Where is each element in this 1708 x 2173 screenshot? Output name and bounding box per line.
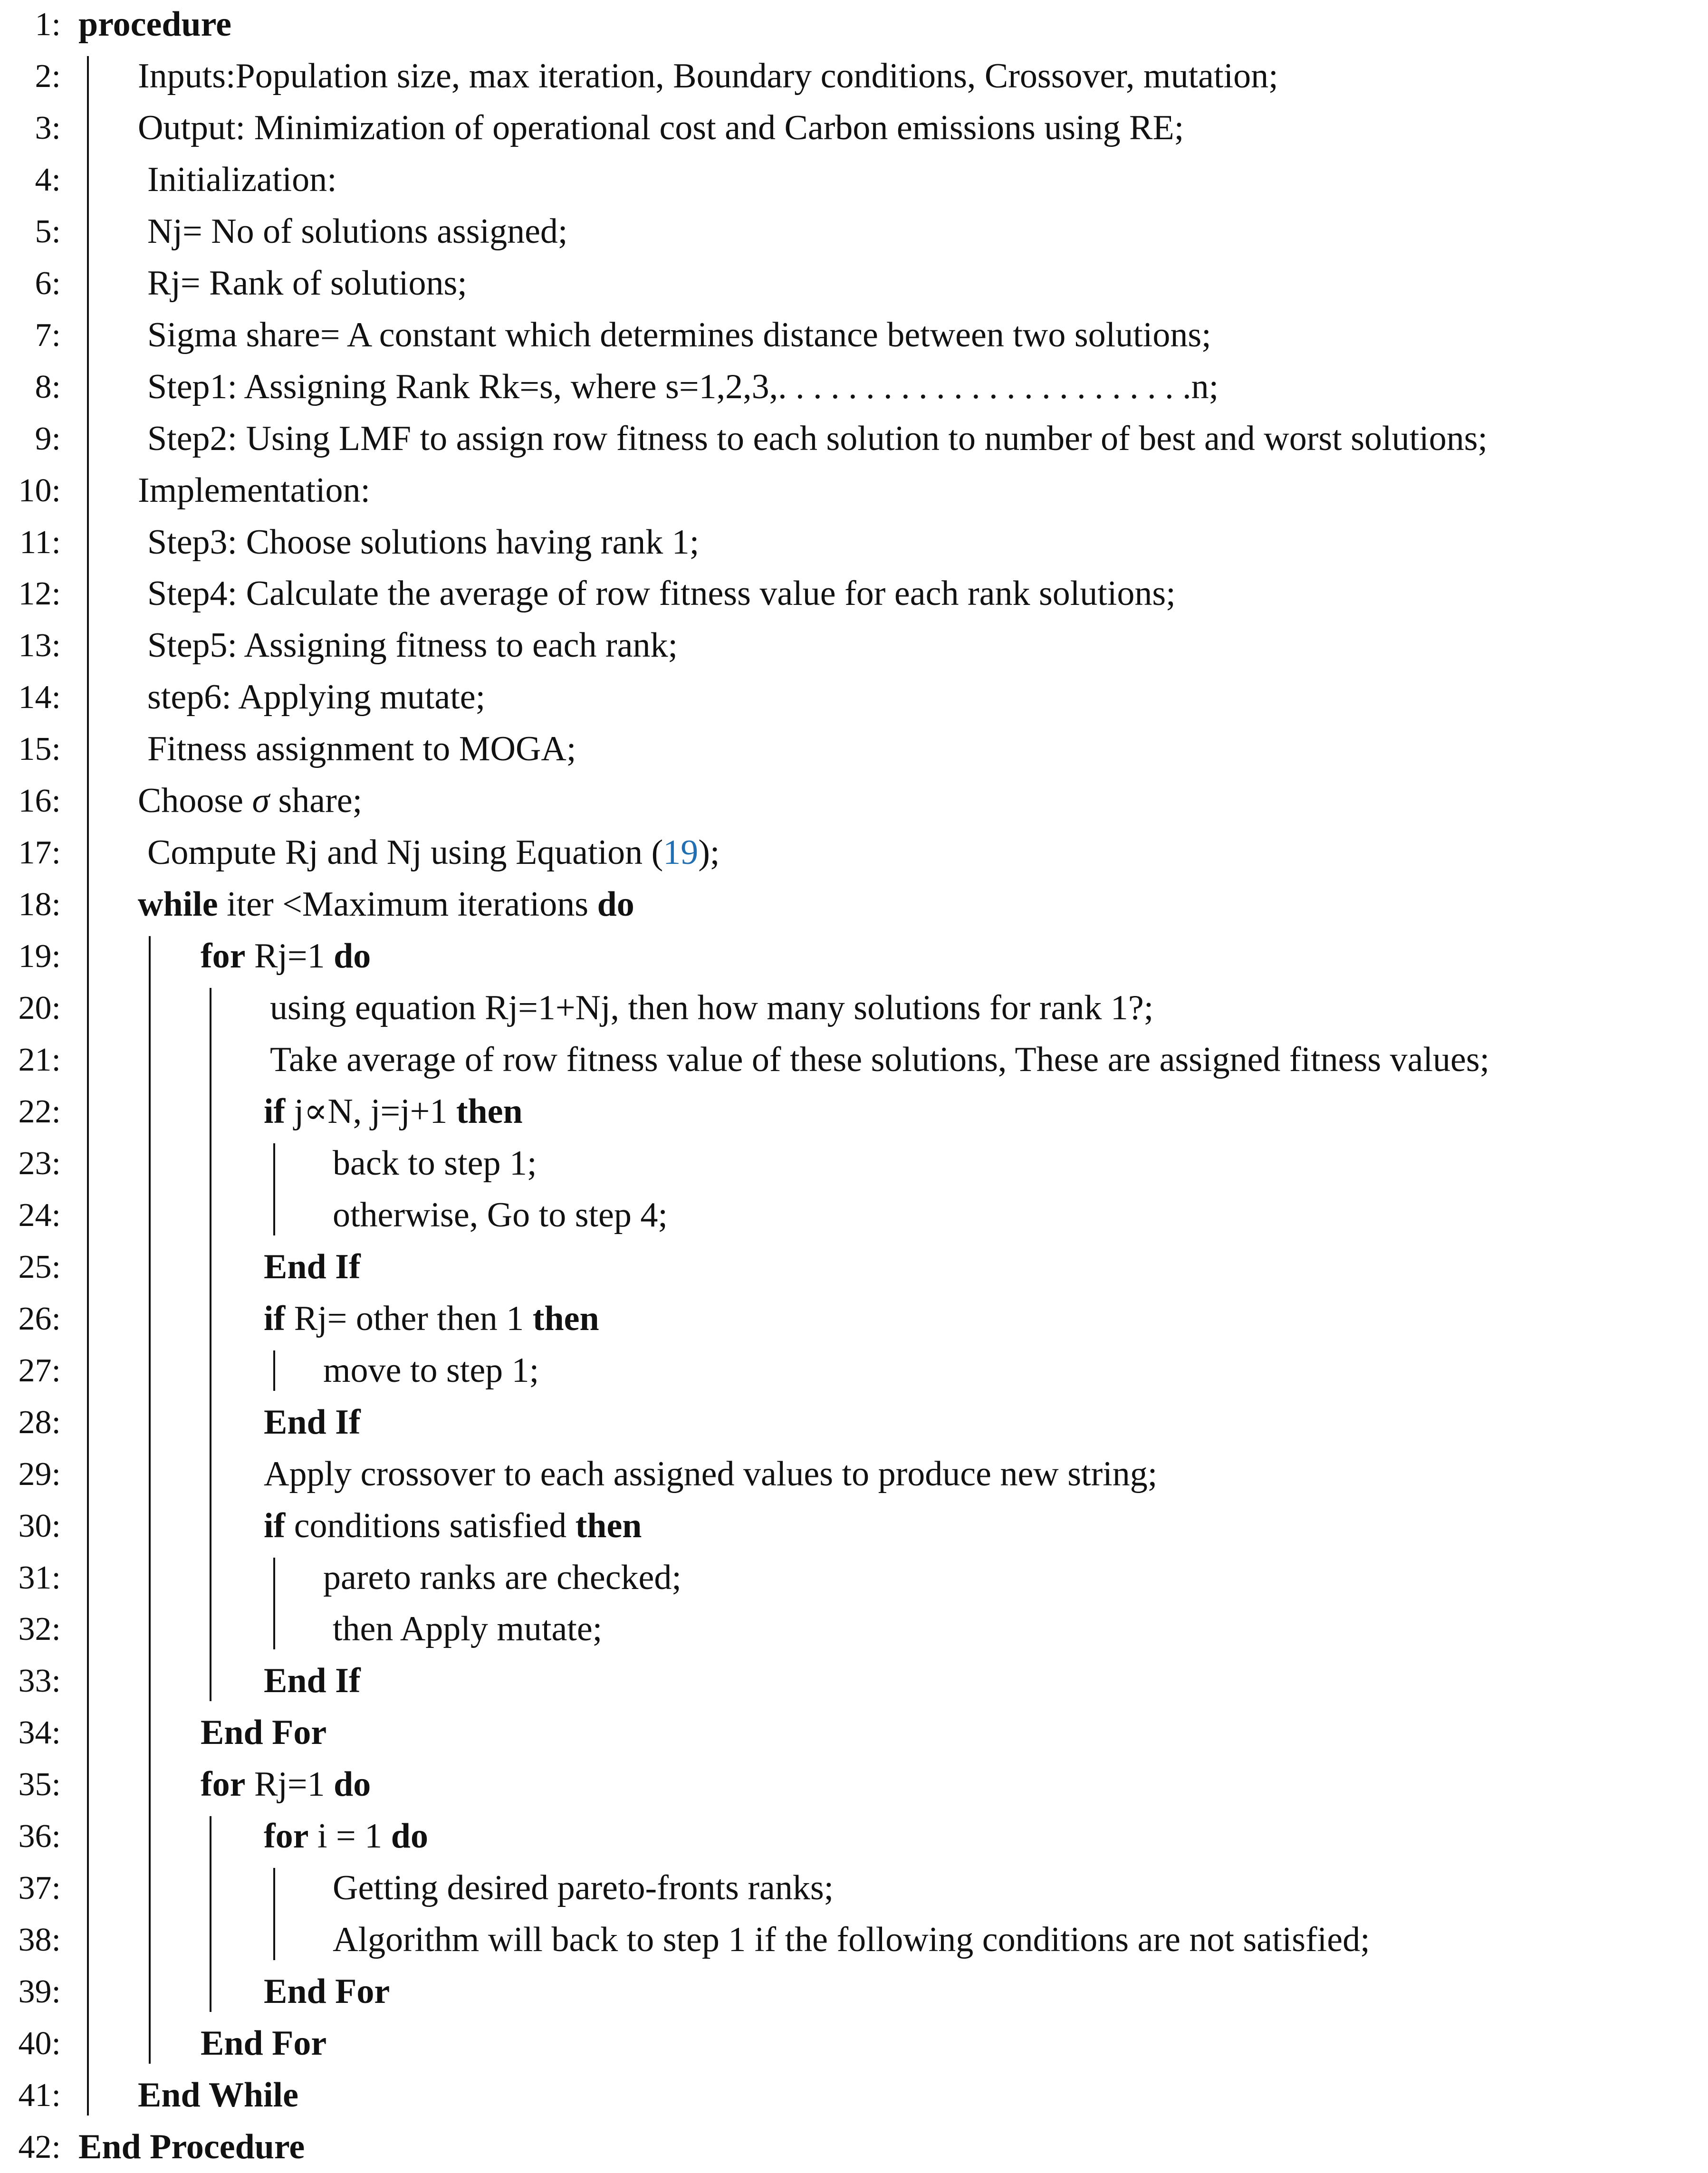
keyword: if [264,1506,286,1545]
statement-text: Nj= No of solutions assigned; [147,211,568,251]
line-text [138,465,370,517]
line-number: 1: [35,6,61,43]
block-scope-rule [273,1350,275,1391]
statement-text: Sigma share= A constant which determines distance between two solutions; [147,315,1211,354]
line-text [264,1293,599,1345]
statement-text: ); [698,833,720,872]
statement-text: Step3: Choose solutions having rank 1; [147,522,700,562]
block-scope-rule [273,1558,275,1650]
line-number: 23: [18,1145,61,1182]
keyword: while [138,885,218,924]
keyword: End If [264,1402,361,1442]
keyword: End For [264,1972,390,2011]
statement-text: move to step 1; [323,1350,539,1390]
statement-text: pareto ranks are checked; [323,1558,681,1597]
statement-text: Rj= other then 1 [285,1299,533,1338]
statement-text: back to step 1; [333,1143,537,1183]
algorithm-line [0,1345,1708,1397]
line-text [78,0,231,50]
line-text [201,1759,371,1810]
line-text [147,206,568,258]
algorithm-line [0,413,1708,465]
block-scope-rule [273,1868,275,1960]
algorithm-line [0,2018,1708,2069]
keyword: then [532,1299,599,1338]
line-number: 26: [18,1300,61,1337]
line-number: 33: [18,1663,61,1700]
line-text [323,1345,539,1397]
algorithm-line [0,1862,1708,1914]
line-text [147,361,1219,413]
statement-text: Take average of row fitness value of these solutions, These are assigned fitness values; [270,1040,1490,1079]
statement-text: Initialization: [147,160,337,199]
statement-text: Algorithm will back to step 1 if the following conditions are not satisfied; [333,1920,1370,1960]
line-text [264,1966,390,2018]
line-number: 31: [18,1559,61,1596]
line-text [147,723,576,775]
line-number: 28: [18,1404,61,1441]
keyword: do [391,1817,428,1856]
line-text [333,1603,602,1655]
algorithm-line [0,1552,1708,1604]
line-number: 17: [18,834,61,871]
line-number: 12: [18,575,61,613]
line-number: 11: [19,524,61,561]
block-scope-rule [210,988,211,1701]
line-number: 34: [18,1714,61,1752]
line-number: 40: [18,2025,61,2062]
algorithm-line [0,1448,1708,1500]
line-text [78,2121,305,2173]
line-text [264,1500,642,1552]
block-scope-rule [149,936,151,2064]
line-text [147,568,1176,620]
line-text [201,2018,326,2069]
statement-text: j∝N, j=j+1 [285,1091,456,1131]
keyword: End If [264,1247,361,1286]
line-text [264,1241,361,1293]
line-text [333,1862,834,1914]
line-text [138,2069,298,2121]
line-number: 3: [35,109,61,146]
line-text [138,775,362,827]
statement-text: share; [269,781,363,821]
keyword: then [575,1506,642,1545]
line-number: 16: [18,783,61,820]
statement-text: Inputs:Population size, max iteration, Boundary conditions, Crossover, mutation; [138,56,1278,96]
line-number: 5: [35,213,61,250]
algorithm-line [0,775,1708,827]
line-text [201,930,371,982]
line-number: 25: [18,1248,61,1285]
algorithm-line [0,568,1708,620]
line-number: 39: [18,1973,61,2010]
line-number: 14: [18,679,61,716]
statement-text: then Apply mutate; [333,1609,603,1649]
line-number: 15: [18,731,61,768]
statement-text: Choose [138,781,252,821]
line-number: 27: [18,1352,61,1389]
algorithm-line [0,982,1708,1034]
statement-text: conditions satisfied [285,1506,576,1545]
keyword: if [264,1091,286,1131]
algorithm-line [0,154,1708,206]
keyword: procedure [78,5,232,44]
line-text [264,1448,1157,1500]
algorithm-line [0,0,1708,50]
algorithm-line [0,517,1708,568]
keyword: End While [138,2076,298,2115]
algorithm-line [0,1707,1708,1759]
algorithm-line [0,1655,1708,1707]
keyword: do [597,885,634,924]
line-text [138,879,634,930]
keyword: End If [264,1661,361,1701]
statement-text: Getting desired pareto-fronts ranks; [333,1868,834,1908]
keyword: for [264,1817,309,1856]
line-number: 38: [18,1922,61,1959]
algorithm-line [0,1966,1708,2018]
line-text [138,50,1278,102]
statement-text: i = 1 [308,1817,391,1856]
line-text [270,982,1153,1034]
algorithm-line [0,1293,1708,1345]
algorithm-line [0,620,1708,671]
keyword: for [201,1765,246,1804]
line-number: 10: [18,472,61,509]
line-text [147,309,1211,361]
line-text [264,1810,428,1862]
line-text [333,1138,537,1189]
line-number: 32: [18,1611,61,1648]
line-number: 41: [18,2077,61,2114]
statement-text: iter <Maximum iterations [218,885,597,924]
line-number: 18: [18,886,61,923]
keyword: End For [201,2024,327,2063]
statement-text: using equation Rj=1+Nj, then how many solutions for rank 1?; [270,988,1154,1028]
line-text [147,154,337,206]
block-scope-rule [87,56,89,2116]
algorithm-line [0,1914,1708,1966]
line-text [147,671,485,723]
algorithm-line [0,930,1708,982]
line-number: 30: [18,1507,61,1544]
line-text [147,258,467,309]
algorithm-line [0,102,1708,154]
keyword: do [334,1765,371,1804]
keyword: do [334,937,371,976]
keyword: for [201,937,246,976]
algorithm-line [0,2121,1708,2173]
statement-text: Rj= Rank of solutions; [147,263,467,303]
statement-text: Compute Rj and Nj using Equation ( [147,833,663,872]
algorithm-line [0,258,1708,309]
algorithm-line [0,723,1708,775]
line-number: 37: [18,1870,61,1907]
algorithm-line [0,361,1708,413]
block-scope-rule [273,1143,275,1235]
line-number: 21: [18,1042,61,1078]
statement-text: otherwise, Go to step 4; [333,1195,668,1235]
line-number: 13: [18,627,61,664]
algorithm-line [0,1189,1708,1241]
line-text [147,413,1487,465]
line-text [147,517,699,568]
line-number: 8: [35,368,61,405]
line-number: 35: [18,1766,61,1803]
keyword: if [264,1299,286,1338]
line-text [270,1034,1489,1086]
algorithm-line [0,1086,1708,1138]
statement-text: Step4: Calculate the average of row fitness value for each rank solutions; [147,574,1176,613]
algorithm-line [0,1138,1708,1189]
statement-text: Fitness assignment to MOGA; [147,729,576,769]
line-text [147,827,720,879]
algorithm-line [0,1034,1708,1086]
statement-text: Rj=1 [245,1765,334,1804]
line-text [323,1552,681,1604]
algorithm-line [0,1810,1708,1862]
algorithm-line [0,1603,1708,1655]
line-text [201,1707,326,1759]
line-number: 24: [18,1197,61,1234]
line-text [264,1655,361,1707]
line-text [264,1397,361,1448]
line-number: 19: [18,938,61,975]
line-number: 7: [35,316,61,354]
algorithm-line [0,1500,1708,1552]
algorithm-line [0,309,1708,361]
algorithm-line [0,1397,1708,1448]
keyword: End Procedure [78,2127,305,2166]
keyword: then [456,1091,523,1131]
algorithm-line [0,671,1708,723]
line-number: 9: [35,420,61,457]
statement-text: Apply crossover to each assigned values to produce new string; [264,1454,1158,1493]
statement-text: Rj=1 [245,937,334,976]
block-scope-rule [210,1816,211,2012]
line-text [333,1914,1370,1966]
algorithm-line [0,465,1708,517]
line-number: 36: [18,1818,61,1855]
equation-reference-link[interactable]: 19 [663,833,699,872]
algorithm-line [0,879,1708,930]
statement-text: Output: Minimization of operational cost and Carbon emissions using RE; [138,108,1184,147]
line-text [333,1189,668,1241]
line-number: 6: [35,265,61,302]
statement-text: step6: Applying mutate; [147,678,486,717]
line-text [147,620,678,671]
statement-text: Step2: Using LMF to assign row fitness to each solution to number of best and worst solutions; [147,419,1488,458]
sigma-symbol: σ [252,781,269,821]
line-number: 29: [18,1455,61,1493]
line-number: 42: [18,2128,61,2165]
line-text [264,1086,523,1138]
algorithm-line [0,1759,1708,1810]
line-text [138,102,1184,154]
line-number: 2: [35,57,61,95]
statement-text: Implementation: [138,470,371,510]
line-number: 22: [18,1093,61,1130]
algorithm-line [0,827,1708,879]
statement-text: Step5: Assigning fitness to each rank; [147,626,678,665]
algorithm-line [0,2069,1708,2121]
statement-text: Step1: Assigning Rank Rk=s, where s=1,2,3,. . . . . . . . . . . . . . . . . . . . . . . .n; [147,367,1219,406]
algorithm-line [0,206,1708,258]
keyword: End For [201,1713,327,1752]
algorithm-line [0,1241,1708,1293]
algorithm-line [0,50,1708,102]
line-number: 20: [18,990,61,1027]
line-number: 4: [35,161,61,198]
